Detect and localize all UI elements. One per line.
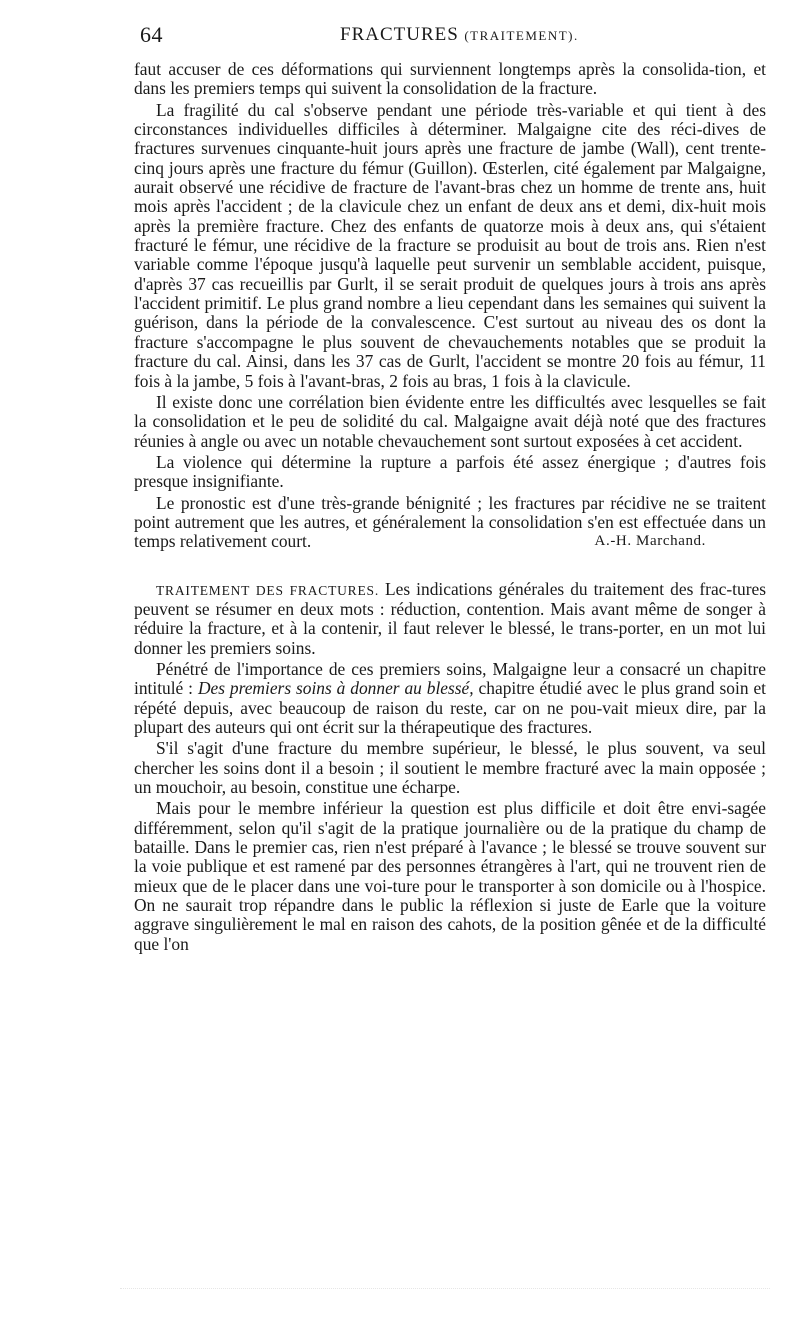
paragraph-upper-limb: S'il s'agit d'une fracture du membre supérieur, le blessé, le plus souvent, va seul chercher les soins dont il a besoin ; il soutient le membre fracturé avec la main opposée ; un mouchoir, au besoin, constitue une écharpe. bbox=[134, 738, 766, 798]
page-number: 64 bbox=[140, 22, 163, 47]
running-head bbox=[340, 24, 579, 46]
section-gap bbox=[134, 554, 766, 580]
paragraph-malgaigne-chapter bbox=[134, 660, 766, 737]
paragraph-fragility: La fragilité du cal s'observe pendant une période très-variable et qui tient à des circonstances individuelles difficiles à déterminer. Malgaigne cite des réci-dives de fractures survenues cinquante-huit jours après une fracture de jambe (Wall), cent trente-cinq jours après une fracture du fémur (Guillon). Œsterlen, cité également par Malgaigne, aurait observé une récidive de fracture de l'avant-bras chez un homme de trente ans, huit mois après l'accident ; de la clavicule chez un enfant de deux ans et demi, dix-huit mois après la première fracture. Chez des enfants de quatorze mois à deux ans, qui s'étaient fracturé le fémur, une récidive de la fracture se produisit au bout de trois ans. Rien n'est variable comme l'époque jusqu'à laquelle peut survenir un semblable accident, puisque, d'après 37 cas recueillis par Gurlt, il se serait produit de quelques jours à trois ans après l'accident primitif. Le plus grand nombre a lieu cependant dans les semaines qui suivent la guérison, dans la période de la convalescence. C'est surtout au niveau des os dont la fracture s'accompagne le plus souvent de chevauchements notables que se produit la fracture du cal. Ainsi, dans les 37 cas de Gurlt, l'accident se montre 20 fois au fémur, 11 fois à la jambe, 5 fois à l'avant-bras, 2 fois au bras, 1 fois à la clavicule. bbox=[134, 99, 766, 391]
page-header bbox=[140, 22, 770, 52]
chapter-title: Des premiers soins à donner au blessé, bbox=[197, 678, 474, 699]
section-intro-paragraph bbox=[134, 580, 766, 658]
paragraph-continued: faut accuser de ces déformations qui surviennent longtemps après la consolida-tion, et dans les premiers temps qui suivent la consolidation de la fracture. bbox=[134, 59, 766, 99]
section-heading: TRAITEMENT DES FRACTURES. bbox=[156, 582, 380, 598]
paragraph-prognosis-text: Le pronostic est d'une très-grande bénignité ; les fractures par récidive ne se traitent point autrement que les autres, et généralement la consolidation s'en est effectuée dans un temps relativement court. bbox=[134, 492, 766, 552]
paragraph-malgaigne-after: chapitre étudié avec le plus grand soin et répété depuis, avec beaucoup de raison du reste, car on ne pou-vait mieux dire, par la plupart des auteurs qui ont écrit sur la thérapeutique des fractures. bbox=[134, 678, 766, 737]
paragraph-correlation: Il existe donc une corrélation bien évidente entre les difficultés avec lesquelles se fait la consolidation et le peu de solidité du cal. Malgaigne avait déjà noté que des fractures réunies à angle ou avec un notable chevauchement sont surtout exposées à cet accident. bbox=[134, 391, 766, 451]
paragraph-violence: La violence qui détermine la rupture a parfois été assez énergique ; d'autres fois presque insignifiante. bbox=[134, 451, 766, 492]
running-head-main: FRACTURES bbox=[340, 24, 459, 45]
paragraph-prognosis bbox=[134, 494, 766, 552]
body-text bbox=[134, 60, 766, 956]
author-signature: A.-H. Marchand. bbox=[594, 533, 706, 550]
paragraph-malgaigne-before: Pénétré de l'importance de ces premiers soins, Malgaigne leur a consacré un chapitre intitulé : bbox=[134, 658, 766, 699]
section-intro-text: Les indications générales du traitement des frac-tures peuvent se résumer en deux mots : réduction, contention. Mais avant même de songer à réduire la fracture, et à la contenir, il faut relever le blessé, le trans-porter, en un mot lui donner les premiers soins. bbox=[134, 578, 766, 658]
page-bottom-edge bbox=[120, 1288, 770, 1301]
running-head-sub: (TRAITEMENT). bbox=[464, 28, 579, 43]
paragraph-lower-limb: Mais pour le membre inférieur la question est plus difficile et doit être envi-sagée différemment, selon qu'il s'agit de la pratique journalière ou de la pratique du champ de bataille. Dans le premier cas, rien n'est préparé à l'avance ; le blessé se trouve souvent sur la voie publique et est ramené par des personnes étrangères à l'art, qui ne trouvent rien de mieux que de le placer dans une voi-ture pour le transporter à son domicile ou à l'hospice. On ne saurait trop répandre dans le public la réflexion si juste de Earle que la voiture aggrave singulièrement le mal en raison des cahots, de la position gênée et de la difficulté que l'on bbox=[134, 798, 766, 954]
